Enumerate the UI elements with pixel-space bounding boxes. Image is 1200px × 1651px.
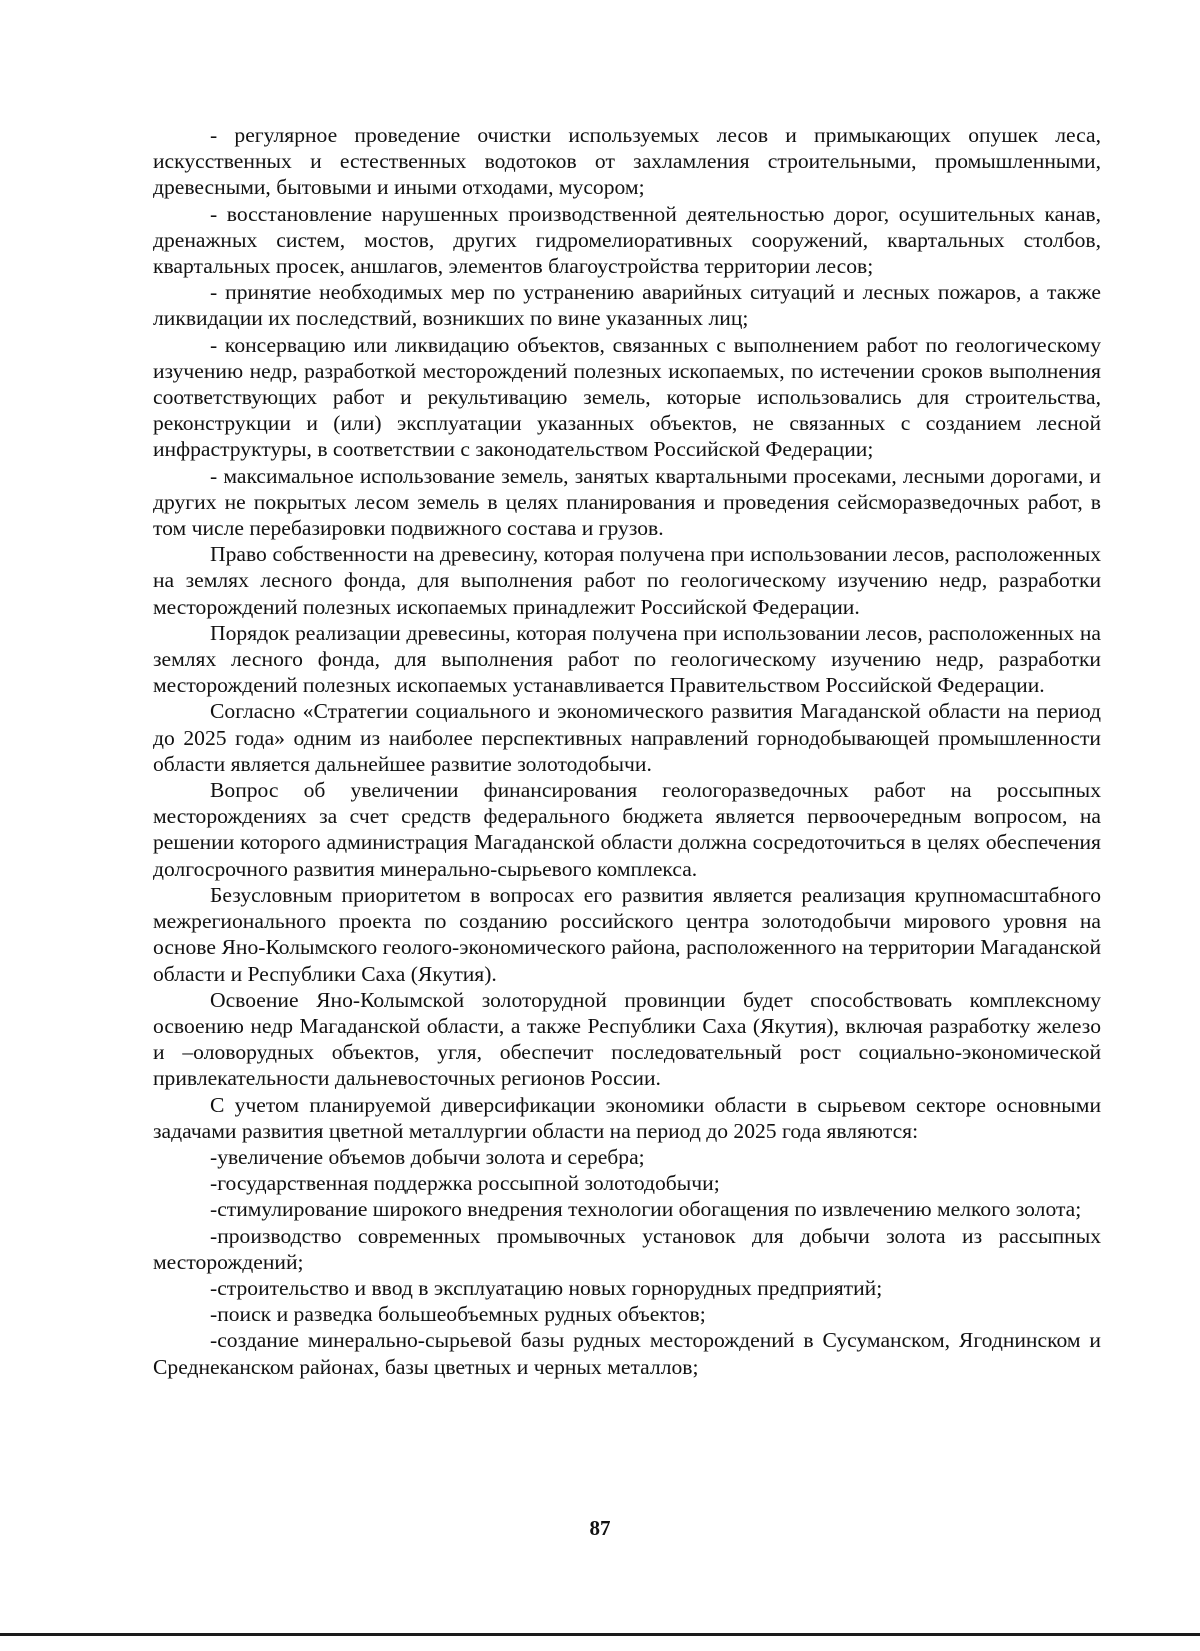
paragraph-emergency-measures: - принятие необходимых мер по устранению аварийных ситуаций и лесных пожаров, а также ликвидации их последствий, возникших по вине указанных лиц;: [153, 280, 1101, 331]
page-number: 87: [589, 1516, 611, 1540]
list-item-new-enterprises: -строительство и ввод в эксплуатацию новых горнорудных предприятий;: [210, 1275, 883, 1300]
paragraph-wood-sale-procedure: Порядок реализации древесины, которая получена при использовании лесов, расположенных на землях лесного фонда, для выполнения работ по геологическому изучению недр, разработки месторождений полезных ископаемых устанавливается Правительством Российской Федерации.: [153, 620, 1101, 698]
paragraph-wood-ownership: Право собственности на древесину, которая получена при использовании лесов, расположенных на землях лесного фонда, для выполнения работ по геологическому изучению недр, разработки месторождений полезных ископаемых принадлежит Российской Федерации.: [153, 542, 1101, 619]
paragraph-land-use-seismic: - максимальное использование земель, занятых квартальными просеками, лесными дорогами, и других не покрытых лесом земель в целях планирования и проведения сейсморазведочных работ, в том числе перебазировки подвижного состава и грузов.: [153, 463, 1101, 541]
paragraph-forest-cleaning: - регулярное проведение очистки используемых лесов и примыкающих опушек леса, искусственных и естественных водотоков от захламления строительными, промышленными, древесными, бытовыми и иными отходами, мусором;: [153, 123, 1101, 200]
paragraph-road-restoration: - восстановление нарушенных производственной деятельностью дорог, осушительных канав, дренажных систем, мостов, других гидромелиоративных сооружений, квартальных столбов, квартальных просек, аншлагов, элементов благоустройства территории лесов;: [153, 201, 1101, 279]
paragraph-strategy-2025: Согласно «Стратегии социального и экономического развития Магаданской области на период до 2025 года» одним из наиболее перспективных направлений горнодобывающей промышленности области является дальнейшее развитие золотодобычи.: [153, 699, 1101, 776]
list-item-state-support: -государственная поддержка россыпной золотодобычи;: [210, 1171, 720, 1196]
paragraph-province-development: Освоение Яно-Колымской золоторудной провинции будет способствовать комплексному освоению недр Магаданской области, а также Республики Саха (Якутия), включая разработку железо и –оловорудных объектов, угля, обеспечит последовательный рост социально-экономической привлекательности дальневосточных регионов России.: [153, 987, 1101, 1091]
paragraph-exploration-funding: Вопрос об увеличении финансирования геологоразведочных работ на россыпных месторождениях за счет средств федерального бюджета является первоочередным вопросом, на решении которого администрация Магаданской области должна сосредоточиться в целях обеспечения долгосрочного развития минерально-сырьевого комплекса.: [153, 778, 1101, 881]
bottom-rule: [0, 1633, 1200, 1636]
list-item-resource-base: -создание минерально-сырьевой базы рудных месторождений в Сусуманском, Ягоднинском и Среднеканском районах, базы цветных и черных металлов;: [153, 1328, 1101, 1379]
list-item-ore-exploration: -поиск и разведка большеобъемных рудных объектов;: [210, 1302, 706, 1327]
list-item-washing-plants: -производство современных промывочных установок для добычи золота из рассыпных месторождений;: [153, 1223, 1101, 1274]
paragraph-conservation-liquidation: - консервацию или ликвидацию объектов, связанных с выполнением работ по геологическому изучению недр, разработкой месторождений полезных ископаемых, по истечении сроков выполнения соответствующих работ и рекультивацию земель, которые использовались для строительства, реконструкции и (или) эксплуатации указанных объектов, не связанных с созданием лесной инфраструктуры, в соответствии с законодательством Российской Федерации;: [153, 332, 1101, 462]
document-body: [153, 122, 1101, 1380]
list-item-gold-silver: -увеличение объемов добычи золота и серебра;: [210, 1144, 645, 1169]
paragraph-priority-project: Безусловным приоритетом в вопросах его развития является реализация крупномасштабного межрегионального проекта по созданию российского центра золотодобычи мирового уровня на основе Яно-Колымского геолого-экономического района, расположенного на территории Магаданской области и Республики Саха (Якутия).: [153, 882, 1101, 986]
paragraph-metallurgy-tasks-intro: С учетом планируемой диверсификации экономики области в сырьевом секторе основными задачами развития цветной металлургии области на период до 2025 года являются:: [153, 1092, 1101, 1143]
list-item-enrichment-tech: -стимулирование широкого внедрения технологии обогащения по извлечению мелкого золота;: [210, 1197, 1082, 1222]
